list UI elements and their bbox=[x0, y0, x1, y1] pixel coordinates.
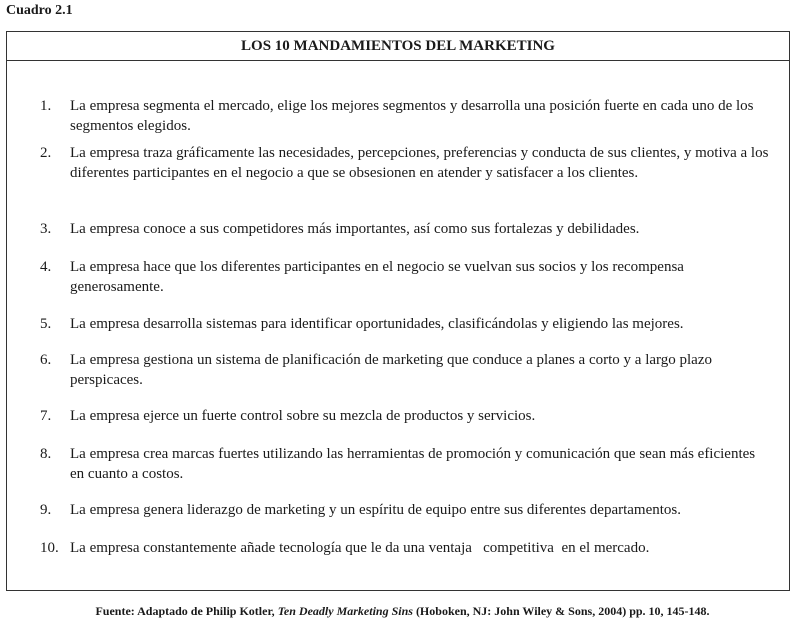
item-number: 5. bbox=[40, 316, 52, 332]
item-number: 7. bbox=[40, 408, 52, 424]
item-number: 3. bbox=[40, 221, 52, 237]
item-text: La empresa segmenta el mercado, elige los mejores segmentos y desarrolla una posición fuerte en cada uno de los segmentos elegidos. bbox=[70, 98, 754, 134]
item-text: La empresa genera liderazgo de marketing y un espíritu de equipo entre sus diferentes departamentos. bbox=[70, 502, 682, 518]
item-text: La empresa desarrolla sistemas para identificar oportunidades, clasificándolas y eligiendo las mejores. bbox=[70, 316, 684, 332]
item-number: 10. bbox=[40, 540, 59, 556]
item-text: La empresa hace que los diferentes participantes en el negocio se vuelvan sus socios y los recompensa generosamente. bbox=[70, 259, 684, 295]
table-caption: Cuadro 2.1 bbox=[6, 3, 73, 18]
box-title: LOS 10 MANDAMIENTOS DEL MARKETING bbox=[7, 32, 789, 61]
item-text: La empresa traza gráficamente las necesidades, percepciones, preferencias y conducta de sus clientes, y motiva a los diferentes participantes en el negocio a que se obsesionen en atender y satisfacer a los clientes. bbox=[70, 145, 769, 181]
item-text: La empresa constantemente añade tecnología que le da una ventaja competitiva en el mercado. bbox=[70, 540, 650, 556]
item-text: La empresa ejerce un fuerte control sobre su mezcla de productos y servicios. bbox=[70, 408, 536, 424]
item-text: La empresa crea marcas fuertes utilizando las herramientas de promoción y comunicación que sean más eficientes en cuanto a costos. bbox=[70, 446, 756, 482]
source-note bbox=[0, 604, 805, 619]
item-text: La empresa conoce a sus competidores más importantes, así como sus fortalezas y debilidades. bbox=[70, 221, 640, 237]
item-number: 2. bbox=[40, 145, 52, 161]
source-prefix: Fuente: Adaptado de Philip Kotler, bbox=[95, 604, 278, 618]
item-number: 1. bbox=[40, 98, 52, 114]
source-suffix: (Hoboken, NJ: John Wiley & Sons, 2004) pp. 10, 145-148. bbox=[412, 604, 710, 618]
commandments-box bbox=[6, 31, 790, 591]
item-number: 4. bbox=[40, 259, 52, 275]
item-number: 8. bbox=[40, 446, 52, 462]
item-text: La empresa gestiona un sistema de planificación de marketing que conduce a planes a corto y a largo plazo perspicaces. bbox=[70, 352, 712, 388]
item-number: 9. bbox=[40, 502, 52, 518]
item-number: 6. bbox=[40, 352, 52, 368]
source-book-title: Ten Deadly Marketing Sins bbox=[277, 604, 413, 618]
